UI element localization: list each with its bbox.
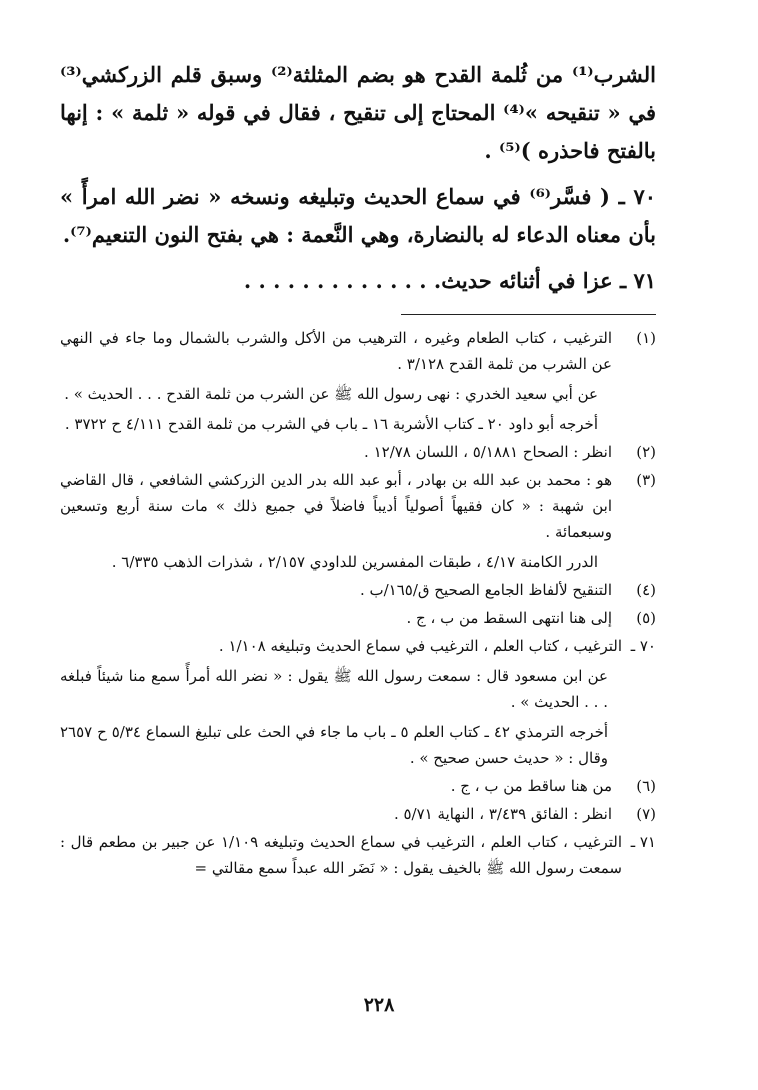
footnote-number: (٥): [636, 609, 656, 627]
footnote-line: الدرر الكامنة ٤/١٧ ، طبقات المفسرين للداودي ٢/١٥٧ ، شذرات الذهب ٦/٣٣٥ .: [111, 553, 598, 571]
footnote-body: [60, 439, 612, 465]
footnote-number: (٧): [636, 805, 656, 823]
footnote-line: هو : محمد بن عبد الله بن بهادر ، أبو عبد الله بدر الدين الزركشي الشافعي ، قال القاضي ابن شهبة : « كان فقيهاً أصولياً أديباً فاضلاً في جميع ذلك » مات سنة أربع وتسعين وسبعمائة .: [60, 471, 612, 541]
footnote-body: [60, 577, 612, 603]
footnote-body: [60, 325, 612, 437]
footnote-line: الترغيب ، كتاب الطعام وغيره ، الترهيب من الأكل والشرب بالشمال وما جاء في النهي عن الشرب من ثلمة القدح ٣/١٢٨ .: [60, 329, 612, 373]
footnote-number: (٢): [636, 443, 656, 461]
footnote-number: (١): [636, 329, 656, 347]
footnote: [60, 467, 656, 575]
footnote-number: (٦): [636, 777, 656, 795]
footnote: [60, 605, 656, 631]
footnote-body: [60, 633, 622, 771]
footnote-number: (٣): [636, 471, 656, 489]
footnote: [60, 577, 656, 603]
main-text: [60, 56, 656, 300]
footnote-line: إلى هنا انتهى السقط من ب ، ج .: [406, 609, 612, 627]
footnote: [60, 325, 656, 437]
footnote-line: انظر : الصحاح ٥/١٨٨١ ، اللسان ١٢/٧٨ .: [364, 443, 612, 461]
footnote-body: [60, 773, 612, 799]
footnote-line: التنقيح لألفاظ الجامع الصحيح ق/١٦٥/ب .: [359, 581, 612, 599]
footnote-line: عن ابن مسعود قال : سمعت رسول الله ﷺ يقول : « نضر الله أمرأً سمع منا شيئاً فبلغه . . . الحديث » .: [60, 667, 608, 711]
page-number: ٢٢٨: [363, 994, 395, 1016]
footnote: [60, 439, 656, 465]
footnotes: [60, 325, 656, 881]
footnote-line: أخرجه أبو داود ٢٠ ـ كتاب الأشربة ١٦ ـ باب في الشرب من ثلمة القدح ٤/١١١ ح ٣٧٢٢ .: [64, 415, 598, 433]
footnote-line: أخرجه الترمذي ٤٢ ـ كتاب العلم ٥ ـ باب ما جاء في الحث على تبليغ السماع ٥/٣٤ ح ٢٦٥٧ وقال : « حديث حسن صحيح » .: [60, 723, 609, 767]
footnote: [60, 829, 656, 881]
footnote-line: انظر : الفائق ٣/٤٣٩ ، النهاية ٥/٧١ .: [393, 805, 612, 823]
footnote: [60, 633, 656, 771]
footnote-body: [60, 605, 612, 631]
footnote-number: ٧١ ـ: [630, 833, 656, 851]
footnote-line: الترغيب ، كتاب العلم ، الترغيب في سماع الحديث وتبليغه ١/١٠٩ عن جبير بن مطعم قال : سمعت رسول الله ﷺ بالخيف يقول : « نَضَر الله عبداً سمع مقالتي =: [60, 833, 622, 877]
footnote-line: الترغيب ، كتاب العلم ، الترغيب في سماع الحديث وتبليغه ١/١٠٨ .: [218, 637, 622, 655]
footnote-line: عن أبي سعيد الخدري : نهى رسول الله ﷺ عن الشرب من ثلمة القدح . . . الحديث » .: [64, 385, 598, 403]
main-paragraph-3: ٧١ ـ عزا في أثنائه حديث. . . . . . . . . . . . . .: [243, 268, 656, 293]
main-paragraph-2: ٧٠ ـ ( فسَّر⁽⁶⁾ في سماع الحديث وتبليغه ونسخه « نضر الله امرأً » بأن معناه الدعاء له بالنضارة، وهي النَّعمة : هي بفتح النون التنعيم⁽⁷⁾.: [60, 184, 657, 247]
footnote: [60, 801, 656, 827]
page-content: [60, 56, 656, 883]
footnote-number: ٧٠ ـ: [630, 637, 656, 655]
footnote-line: من هنا ساقط من ب ، ج .: [450, 777, 612, 795]
footnote-body: [60, 467, 612, 575]
footnote-separator: [401, 314, 656, 315]
main-paragraph-1: الشرب⁽¹⁾ من ثُلمة القدح هو بضم المثلثة⁽²⁾ وسبق قلم الزركشي⁽³⁾ في « تنقيحه »⁽⁴⁾ المحتاج إلى تنقيح ، فقال في قوله « ثلمة » : إنها بالفتح فاحذره )⁽⁵⁾ .: [60, 62, 657, 163]
footnote-number: (٤): [636, 581, 656, 599]
footnote-body: [60, 829, 622, 881]
footnote: [60, 773, 656, 799]
footnote-body: [60, 801, 612, 827]
